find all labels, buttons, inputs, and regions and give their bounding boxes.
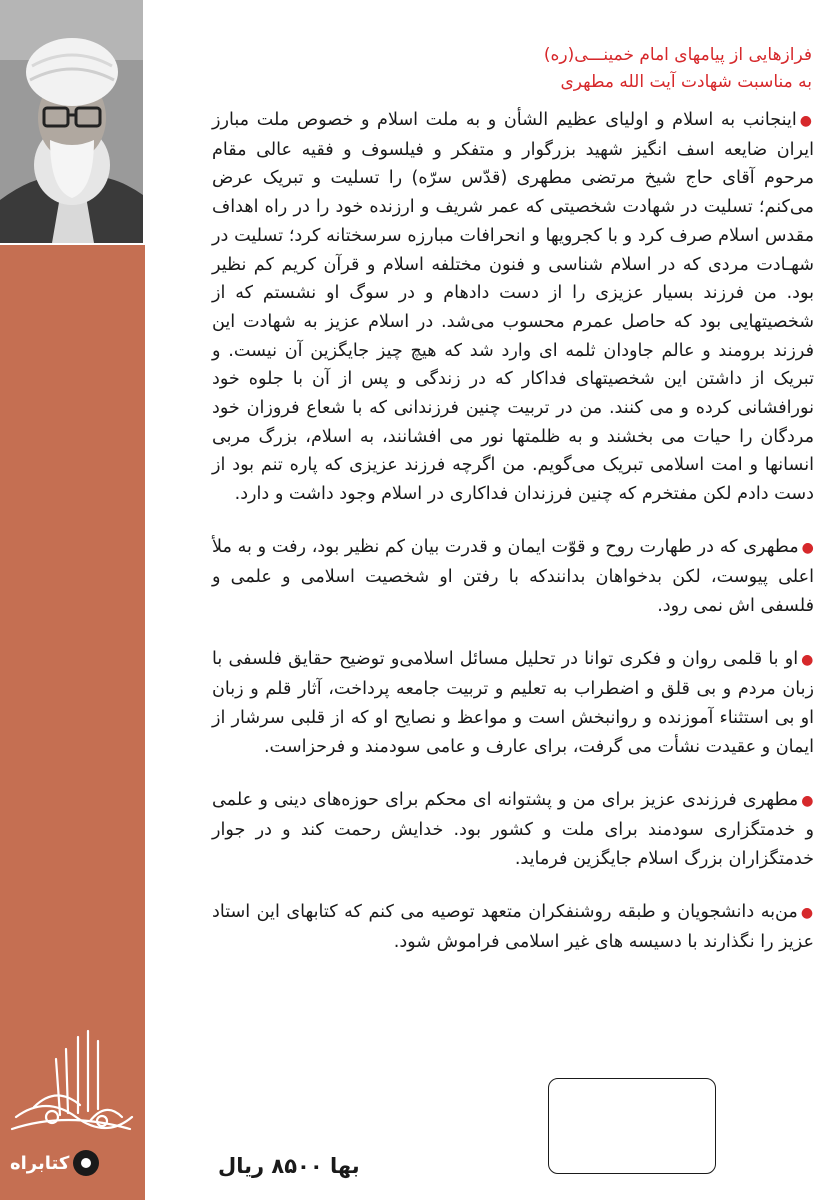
bullet-icon: ● (801, 539, 814, 556)
paragraph-text: من‌به دانشجویان و طبقه روشنفکران متعهد توصیه می کنم که کتابهای این استاد عزیز را نگذارند با دسیسه های غیر اسلامی فراموش شود. (212, 901, 814, 952)
paragraph-3 (212, 645, 814, 762)
portrait-photo (0, 0, 145, 245)
ketabrah-logo-icon (73, 1150, 99, 1176)
bullet-icon: ● (800, 904, 815, 921)
paragraph-5 (212, 898, 814, 957)
paragraph-text: مطهری که در طهارت روح و قوّت ایمان و قدرت بیان کم نظیر بود، رفت و به ملأ اعلی پیوست، لکن بدخواهان بدانندکه با رفتن او شخصیت اسلامی و علمی و فلسفی اش نمی رود. (212, 536, 814, 616)
heading-line-2: به مناسبت شهادت آیت الله مطهری (560, 72, 812, 92)
publisher-name: کتابراه (10, 1152, 70, 1174)
barcode-box (548, 1078, 716, 1174)
publisher-logo (10, 1140, 136, 1186)
message-body (212, 106, 814, 981)
paragraph-text: او با قلمی روان و فکری توانا در تحلیل مسائل اسلامی‌و توضیح حقایق فلسفی با زبان مردم و بی قلق و اضطراب به تعلیم و تربیت جامعه پرداخت، آثار قلم و زبان او بی استثناء آموزنده و روانبخش است و مواعظ و نصایح او که از قلبی سرشار از ایمان و عقیدت نشأت می گرفت، برای عارف و عامی سودمند و فرحزاست. (212, 648, 814, 757)
price-label: بها ۸۵۰۰ ریال (218, 1154, 360, 1178)
bullet-icon: ● (801, 651, 815, 668)
paragraph-text: اینجانب به اسلام و اولیای عظیم الشأن و به ملت اسلام و خصوص ملت مبارز ایران ضایعه اسف انگیز شهید بزرگوار و متفکر و فیلسوف و فقیه عالی مقام مرحوم آقای حاج شیخ مرتضی مطهری (قدّس سرّه) را تسلیت و تبریک عرض می‌کنم؛ تسلیت در شهادت شخصیتی که عمر شریف و ارزنده خود را در راه اهداف مقدس اسلام صرف کرد و با کجرویها و انحرافات مبارزه سرسختانه کرد؛ تسلیت در شهـادت مردی که در اسلام شناسی و فنون مختلفه اسلام و قرآن کریم کم نظیر بود. من فرزند بسیار عزیزی را از دست دادهام و در سوگ او نشستم که از شخصیتهایی بود که حاصل عمرم محسوب می‌شد. در اسلام عزیز به شهادت این فرزند برومند و عالم جاودان ثلمه ای وارد شد که هیچ چیز جایگزین آن نیست. و تبریک از داشتن این شخصیتهای فداکار که در زندگی و پس از آن با جلوه خود نورافشانی کرده و می کنند. من در تربیت چنین فرزندانی که با شعاع فروزان خود مردگان را حیات می بخشند و به ظلمتها نور می افشانند، به اسلام، بزرگ مربی انسانها و امت اسلامی تبریک می‌گویم. من اگرچه فرزند عزیزی که پاره تنم بود از دست دادم لکن مفتخرم که چنین فرزندان فداکاری در اسلام وجود داشت و دارد. (212, 110, 814, 505)
heading (252, 42, 812, 96)
paragraph-text: مطهری فرزندی عزیز برای من و پشتوانه ای محکم برای حوزه‌های دینی و علمی و خدمتگزاری سودمند برای ملت و کشور بود. خدایش رحمت کند و در جوار خدمتگزاران بزرگ اسلام جایگزین فرماید. (212, 789, 814, 869)
bullet-icon: ● (801, 792, 815, 809)
paragraph-2 (212, 533, 814, 621)
calligraphy-emblem-icon (6, 1025, 136, 1150)
paragraph-1 (212, 106, 814, 509)
bullet-icon: ● (799, 113, 814, 129)
paragraph-4 (212, 786, 814, 874)
heading-line-1: فرازهایی از پیامهای امام خمینـــی(ره) (543, 45, 812, 65)
sidebar-panel (0, 0, 145, 1200)
